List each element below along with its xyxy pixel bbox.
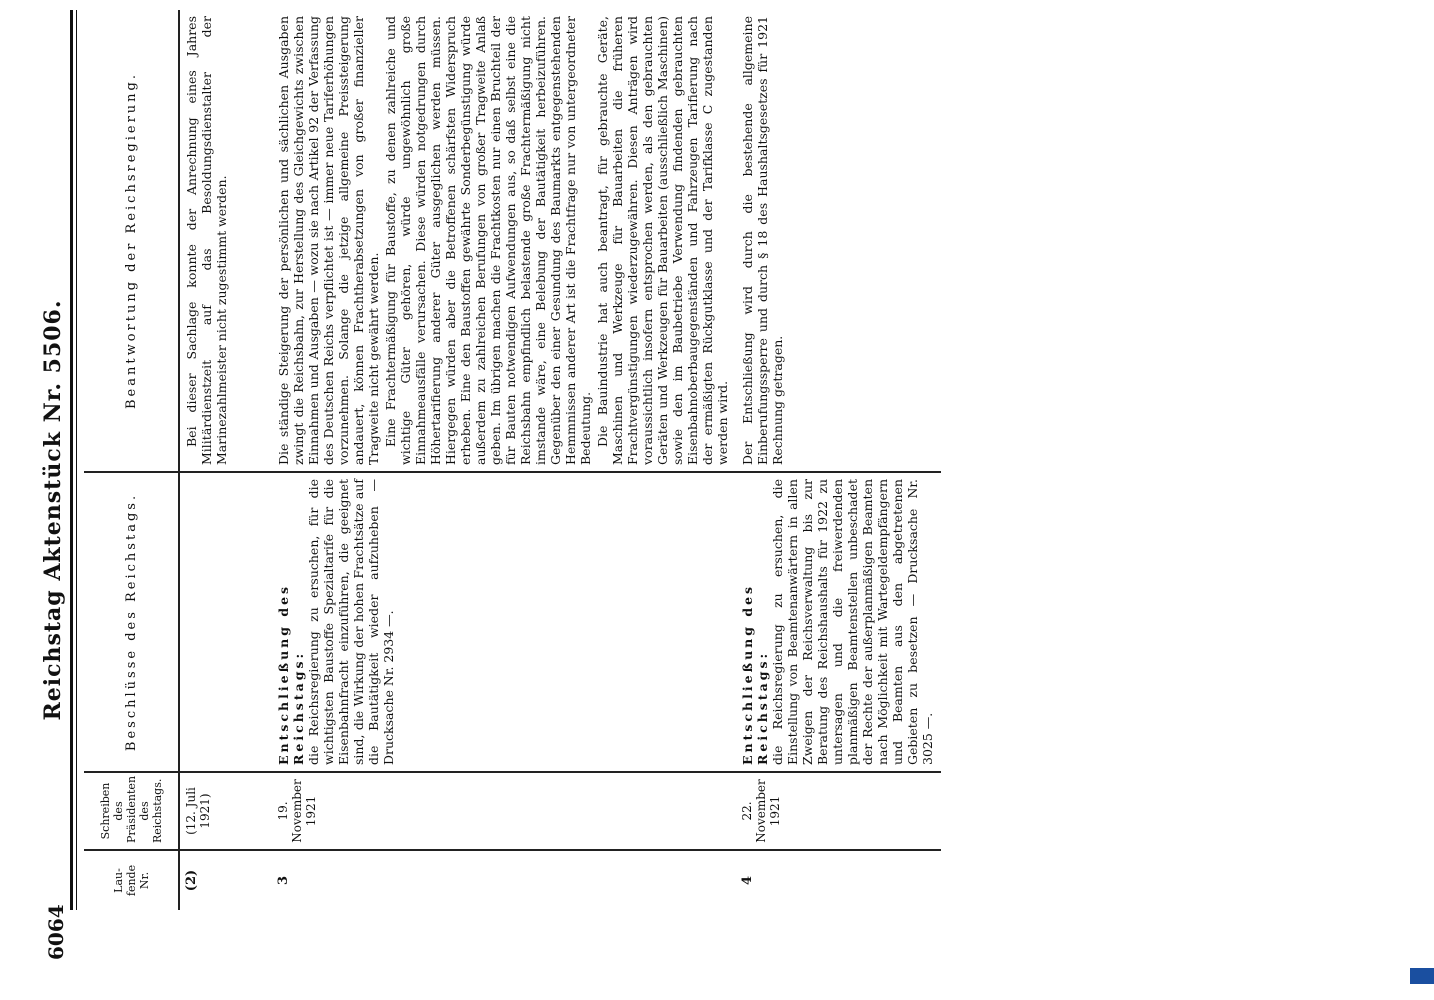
row-number: (2)	[184, 869, 199, 892]
row-antwort	[272, 10, 736, 472]
column-header-beschluesse: Beschlüsse des Reichstags.	[84, 472, 179, 772]
row-beschluss	[736, 472, 941, 772]
row-date: 22. November 1921	[736, 772, 941, 850]
header-rule	[70, 10, 73, 910]
table-row	[736, 10, 941, 910]
row-beschluss	[272, 472, 736, 772]
digitization-note	[1414, 8, 1430, 988]
antwort-paragraph: Eine Frachtermäßigung für Baustoffe, zu denen zahlreiche und wichtige Güter gehören, würde ungewöhnlich große Einnahmeausfälle verursachen. Diese würden notgedrungen durch Höhertarifierung anderer Güter ausgeglichen werden müssen. Hiergegen würden aber die Betroffenen schärfsten Widerspruch erheben. Eine den Baustoffen gewährte Sonderbegünstigung würde außerdem zu zahlreichen Berufungen von großer Tragweite Anlaß geben. Im übrigen machen die Frachtkosten nur einen Bruchteil der für Bauten notwendigen Aufwendungen aus, so daß selbst eine die Reichsbahn empfindlich belastende große Frachtermäßigung nicht imstande wäre, eine Belebung der Bautätigkeit herbeizuführen. Gegenüber den einer Gesundung des Baumarkts entgegenstehenden Hemmnissen anderer Art ist die Frachtfrage nur von untergeordneter Bedeutung.	[383, 16, 593, 465]
beschluss-heading: Entschließung des Reichstags:	[740, 583, 770, 765]
row-antwort	[736, 10, 941, 472]
table-row	[179, 10, 272, 910]
table-header-row	[84, 10, 179, 910]
page-number: 6064	[44, 904, 68, 960]
antwort-paragraph: Die Bauindustrie hat auch beantragt, für gebrauchte Geräte, Maschinen und Werkzeuge für Bauarbeiten die früheren Frachtvergünstigungen wiederzugewähren. Diesen Anträgen wird voraussichtlich insofern entsprochen werden, als den gebrauchten Geräten und Werkzeugen für Bauarbeiten (ausschließlich Maschinen) sowie den im Baubetriebe Verwendung findenden gebrauchten Eisenbahnoberbaugegenständen und Fahrzeugen Tarifierung nach der ermäßigten Rückgutklasse und der Tarifklasse C zugestanden werden wird.	[595, 16, 730, 465]
antwort-paragraph: Der Entschließung wird durch die bestehende allgemeine Einberufungssperre und durch § 18 des Haushaltsgesetzes für 1921 Rechnung getragen.	[740, 16, 785, 465]
row-date: (12. Juli 1921)	[179, 772, 272, 850]
column-header-schreiben: Schreiben des Präsidenten des Reichstags.	[84, 772, 179, 850]
beschluss-text: die Reichsregierung zu ersuchen, die Einstellung von Beamtenanwärtern in allen Zweigen der Reichsverwaltung bis zur Beratung des Reichshaushalts für 1922 zu untersagen und die freiwerdenden planmäßigen Beamtenstellen unbeschadet der Rechte der außerplanmäßigen Beamten nach Möglichkeit mit Wartegeldempfängern und Beamten aus den abgetretenen Gebieten zu besetzen — Drucksache Nr. 3025 —.	[770, 479, 935, 765]
column-header-beantwortung: Beantwortung der Reichsregierung.	[84, 10, 179, 472]
row-beschluss	[179, 472, 272, 772]
column-header-nr: Lau-fende Nr.	[84, 850, 179, 910]
row-number: 3	[276, 875, 291, 886]
dfg-logo	[1410, 968, 1434, 984]
row-antwort	[179, 10, 272, 472]
header-rule-thin	[76, 10, 77, 910]
beschluss-text: die Reichsregierung zu ersuchen, für die wichtigsten Baustoffe Spezialtarife für die Eisenbahnfracht einzuführen, die geeignet sind, die Wirkung der hohen Frachtsätze auf die Bautätigkeit wieder aufzuheben — Drucksache Nr. 2934 —.	[306, 479, 396, 765]
resolutions-table	[84, 10, 941, 910]
row-date: 19. November 1921	[272, 772, 736, 850]
table-row	[272, 10, 736, 910]
page-title: Reichstag Aktenstück Nr. 5506.	[40, 299, 66, 721]
antwort-paragraph: Bei dieser Sachlage konnte der Anrechnung eines Jahres Militärdienstzeit auf das Besoldungsdienstalter der Marinezahlmeister nicht zugestimmt werden.	[184, 16, 229, 465]
antwort-paragraph: Die ständige Steigerung der persönlichen und sächlichen Ausgaben zwingt die Reichsbahn, zur Herstellung des Gleichgewichts zwischen Einnahmen und Ausgaben — wozu sie nach Artikel 92 der Verfassung des Deutschen Reichs verpflichtet ist — immer neue Tariferhöhungen vorzunehmen. Solange die jetzige allgemeine Preissteigerung andauert, können Frachtherabsetzungen von großer finanzieller Tragweite nicht gewährt werden.	[276, 16, 381, 465]
running-head	[40, 60, 72, 960]
beschluss-heading: Entschließung des Reichstags:	[276, 583, 306, 765]
row-number: 4	[740, 875, 755, 886]
